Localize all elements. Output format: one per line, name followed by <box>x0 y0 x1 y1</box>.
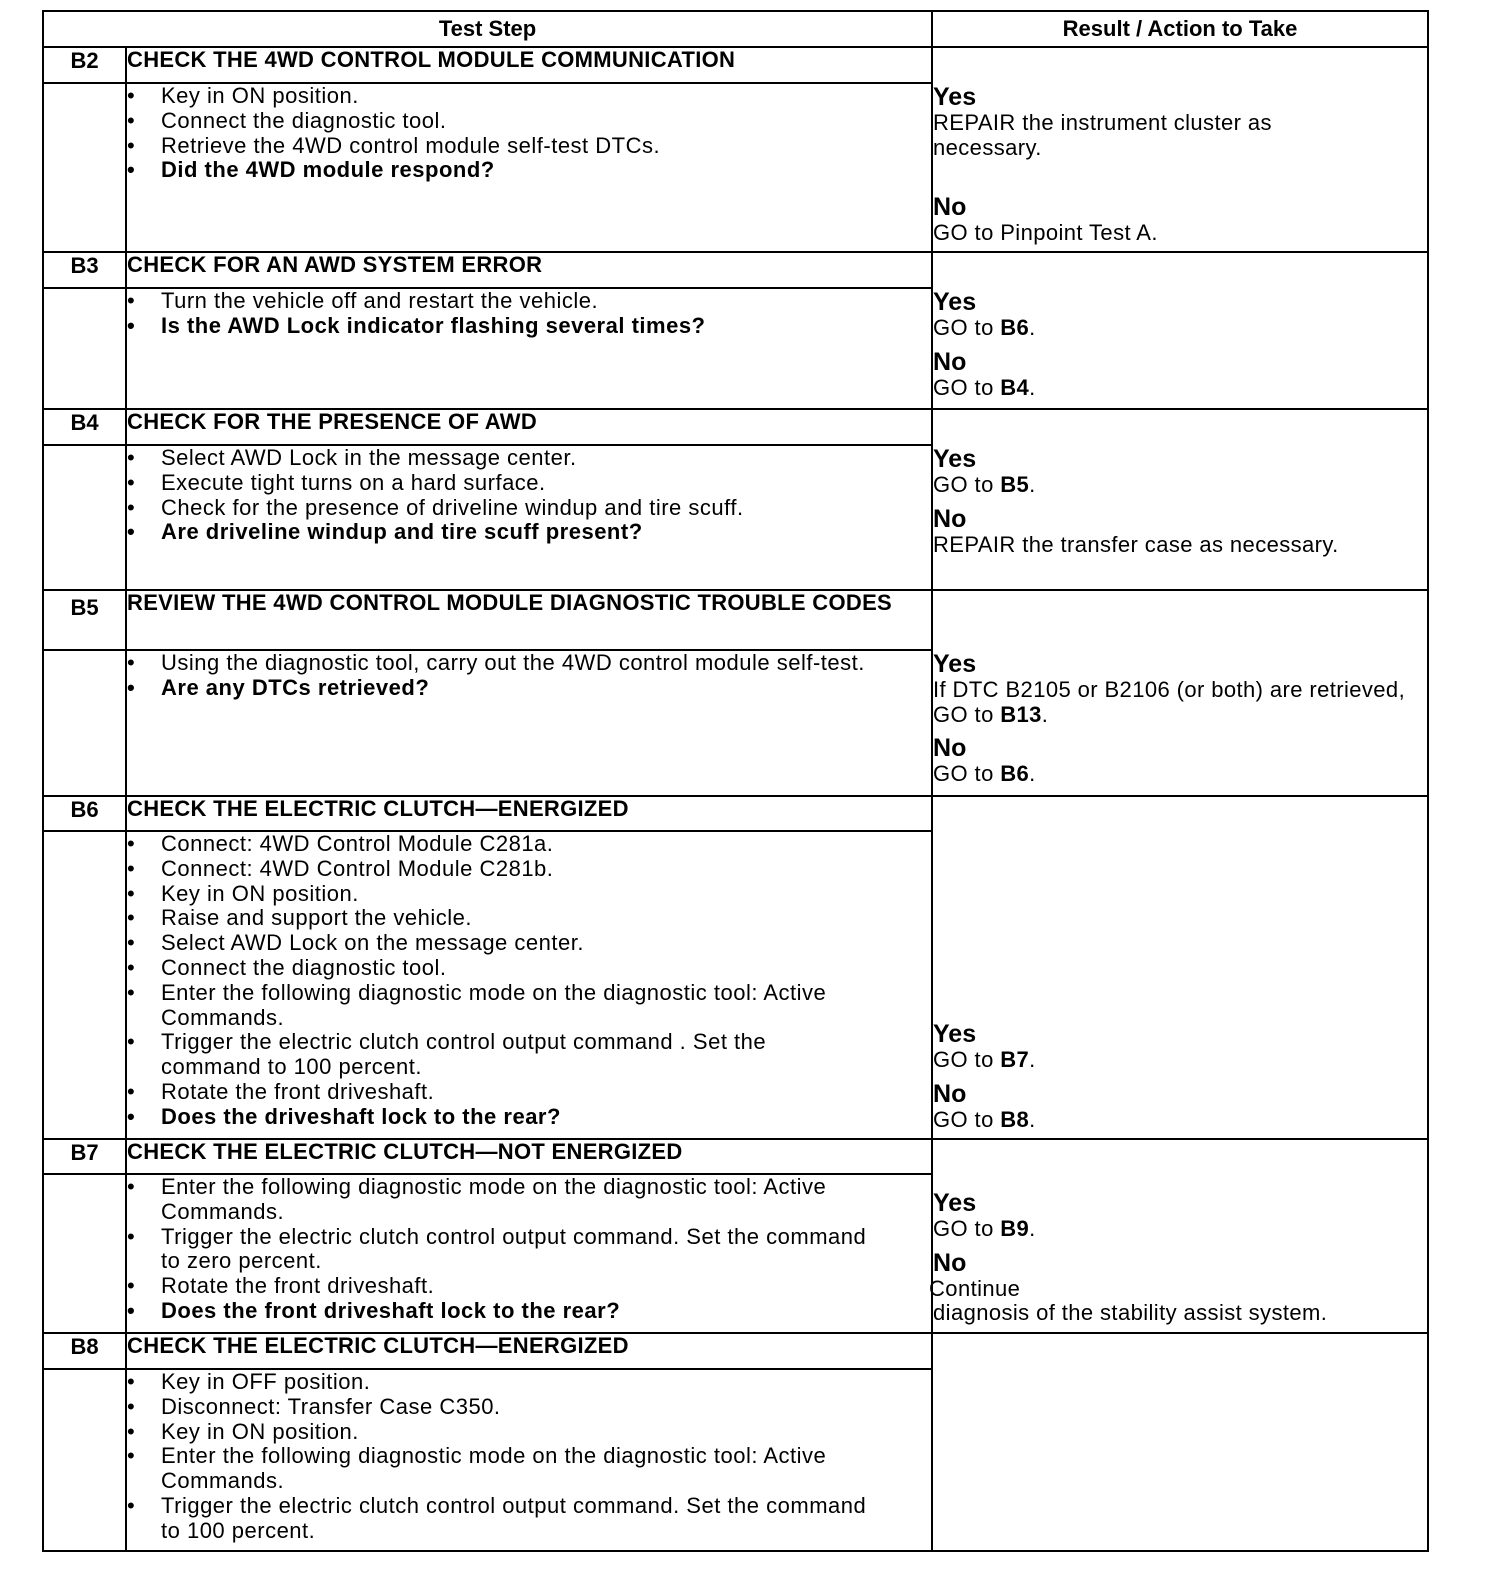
action-item: • Connect the diagnostic tool. <box>127 956 931 981</box>
no-label: No <box>933 347 967 376</box>
yes-label: Yes <box>933 83 977 111</box>
action-item: • Enter the following diagnostic mode on the diagnostic tool: Active Commands. <box>127 981 931 1031</box>
step-actions <box>126 1369 932 1551</box>
no-action: GO to Pinpoint Test A. <box>933 220 1158 245</box>
action-question: • Is the AWD Lock indicator flashing several times? <box>127 314 931 339</box>
yes-action: GO to B7. <box>933 1047 1036 1072</box>
step-title-row <box>43 796 1428 831</box>
table-header-row <box>43 11 1428 47</box>
step-result <box>932 796 1428 1139</box>
step-actions <box>126 288 932 409</box>
step-result <box>932 47 1428 252</box>
action-item: • Key in OFF position. <box>127 1370 931 1395</box>
step-id: B4 <box>43 409 126 445</box>
step-result <box>932 409 1428 590</box>
yes-label: Yes <box>933 445 977 473</box>
step-id: B2 <box>43 47 126 83</box>
no-action-continued: diagnosis of the stability assist system. <box>933 1300 1328 1325</box>
yes-action: GO to B9. <box>933 1216 1036 1241</box>
no-label: No <box>933 1248 967 1277</box>
step-actions <box>126 831 932 1139</box>
step-title-row <box>43 1139 1428 1174</box>
step-title: CHECK THE ELECTRIC CLUTCH—NOT ENERGIZED <box>126 1139 932 1174</box>
no-label: No <box>933 1079 967 1108</box>
action-item: • Trigger the electric clutch control output command. Set the command to zero percent. <box>127 1225 931 1275</box>
yes-action: GO to B5. <box>933 472 1036 497</box>
action-question: • Did the 4WD module respond? <box>127 158 931 183</box>
yes-label: Yes <box>933 288 977 316</box>
step-actions <box>126 83 932 252</box>
step-title: CHECK THE ELECTRIC CLUTCH—ENERGIZED <box>126 1333 932 1369</box>
step-actions <box>126 1174 932 1333</box>
action-item: • Key in ON position. <box>127 882 931 907</box>
yes-label: Yes <box>933 1189 977 1217</box>
action-item: • Rotate the front driveshaft. <box>127 1274 931 1299</box>
step-title: CHECK FOR AN AWD SYSTEM ERROR <box>126 252 932 288</box>
action-item: • Key in ON position. <box>127 84 931 109</box>
action-item: • Connect: 4WD Control Module C281a. <box>127 832 931 857</box>
action-item: • Disconnect: Transfer Case C350. <box>127 1395 931 1420</box>
action-question: • Does the driveshaft lock to the rear? <box>127 1105 931 1130</box>
step-title-row <box>43 47 1428 83</box>
no-label: No <box>933 504 967 533</box>
step-title: CHECK FOR THE PRESENCE OF AWD <box>126 409 932 445</box>
action-item: • Trigger the electric clutch control output command. Set the command to 100 percent. <box>127 1494 931 1544</box>
yes-action: GO to B6. <box>933 315 1036 340</box>
yes-label: Yes <box>933 1020 977 1048</box>
step-result <box>929 1139 1428 1333</box>
step-result <box>932 1333 1428 1551</box>
step-title-row <box>43 590 1428 650</box>
action-item: • Check for the presence of driveline windup and tire scuff. <box>127 496 931 521</box>
action-question: • Does the front driveshaft lock to the rear? <box>127 1299 931 1324</box>
yes-action: If DTC B2105 or B2106 (or both) are retrieved, GO to B13. <box>933 677 1406 727</box>
action-item: • Execute tight turns on a hard surface. <box>127 471 931 496</box>
step-title-row <box>43 1333 1428 1369</box>
step-id: B5 <box>43 590 126 650</box>
yes-label: Yes <box>933 650 977 678</box>
step-id: B7 <box>43 1139 126 1174</box>
step-title: CHECK THE ELECTRIC CLUTCH—ENERGIZED <box>126 796 932 831</box>
action-item: • Raise and support the vehicle. <box>127 906 931 931</box>
action-item: • Key in ON position. <box>127 1420 931 1445</box>
action-item: • Retrieve the 4WD control module self-test DTCs. <box>127 134 931 159</box>
header-test-step: Test Step <box>43 11 932 47</box>
header-result-action: Result / Action to Take <box>932 11 1428 47</box>
no-action: GO to B4. <box>933 374 1036 400</box>
no-action: Continue <box>929 1275 1021 1301</box>
no-label: No <box>933 193 967 221</box>
action-item: • Connect: 4WD Control Module C281b. <box>127 857 931 882</box>
action-item: • Enter the following diagnostic mode on the diagnostic tool: Active Commands. <box>127 1444 931 1494</box>
no-action: GO to B8. <box>933 1106 1036 1132</box>
step-title: CHECK THE 4WD CONTROL MODULE COMMUNICATION <box>126 47 932 83</box>
no-action: GO to B6. <box>933 761 1036 786</box>
step-title: REVIEW THE 4WD CONTROL MODULE DIAGNOSTIC TROUBLE CODES <box>126 590 932 650</box>
action-item: • Rotate the front driveshaft. <box>127 1080 931 1105</box>
step-title-row <box>43 252 1428 288</box>
step-result <box>932 252 1428 409</box>
action-item: • Select AWD Lock in the message center. <box>127 446 931 471</box>
step-id: B8 <box>43 1333 126 1369</box>
no-action: REPAIR the transfer case as necessary. <box>933 531 1339 557</box>
action-item: • Trigger the electric clutch control output command . Set the command to 100 percent. <box>127 1030 931 1080</box>
action-item: • Turn the vehicle off and restart the vehicle. <box>127 289 931 314</box>
action-item: • Connect the diagnostic tool. <box>127 109 931 134</box>
step-id: B6 <box>43 796 126 831</box>
step-actions <box>126 445 932 590</box>
no-label: No <box>933 734 967 762</box>
action-item: • Enter the following diagnostic mode on the diagnostic tool: Active Commands. <box>127 1175 931 1225</box>
step-result <box>932 590 1428 796</box>
action-item: • Using the diagnostic tool, carry out the 4WD control module self-test. <box>127 651 931 676</box>
action-question: • Are any DTCs retrieved? <box>127 676 931 701</box>
diagnostic-table <box>42 10 1429 1552</box>
step-actions <box>126 650 932 796</box>
step-id: B3 <box>43 252 126 288</box>
action-item: • Select AWD Lock on the message center. <box>127 931 931 956</box>
step-title-row <box>43 409 1428 445</box>
yes-action: REPAIR the instrument cluster as necessary. <box>933 110 1272 160</box>
action-question: • Are driveline windup and tire scuff present? <box>127 520 931 545</box>
